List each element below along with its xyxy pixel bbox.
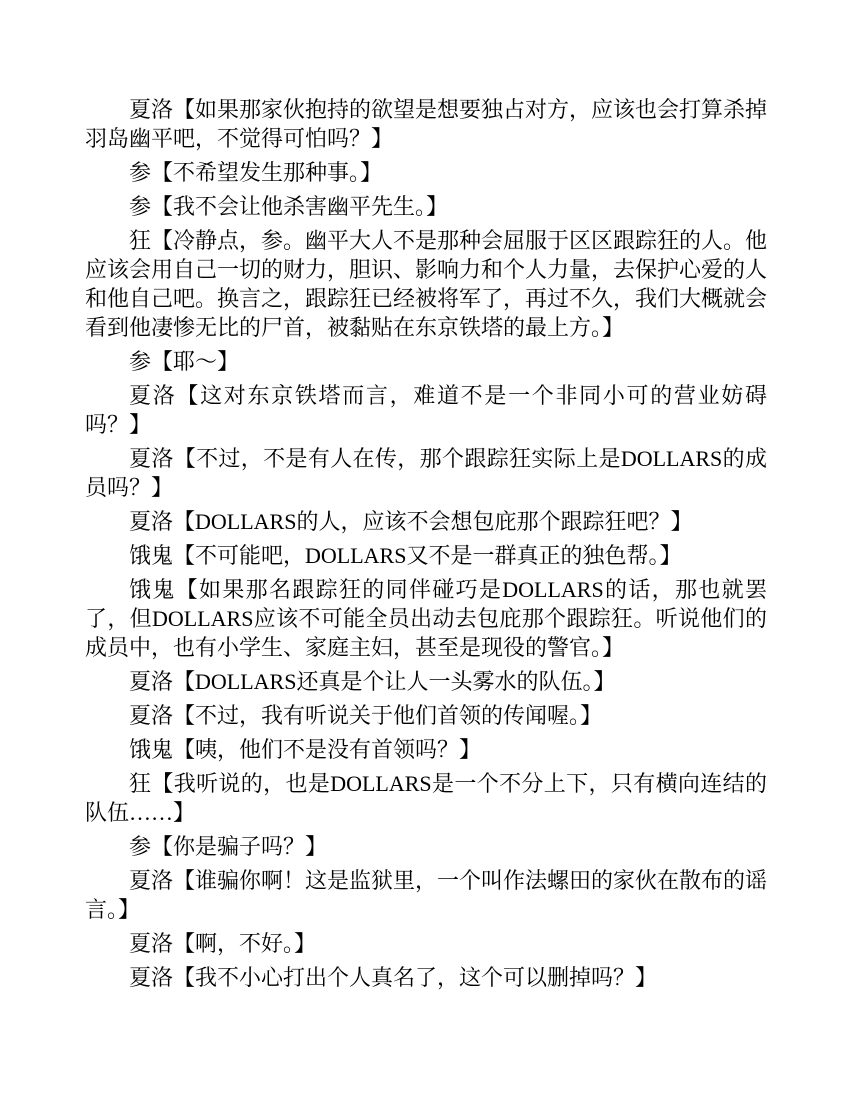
dialogue-line: 狂【冷静点，参。幽平大人不是那种会屈服于区区跟踪狂的人。他应该会用自己一切的财力，胆识、影响力和个人力量，去保护心爱的人和他自己吧。换言之，跟踪狂已经被将军了，再过不久，我们大概就会看到他凄惨无比的尸首，被黏贴在东京铁塔的最上方。】	[85, 228, 768, 340]
dialogue-line: 参【我不会让他杀害幽平先生。】	[129, 194, 449, 219]
dialogue-line: 夏洛【谁骗你啊！这是监狱里，一个叫作法螺田的家伙在散布的谣言。】	[85, 868, 768, 922]
dialogue-line: 夏洛【这对东京铁塔而言，难道不是一个非同小可的营业妨碍吗？】	[85, 383, 767, 437]
dialogue-line: 夏洛【不过，我有听说关于他们首领的传闻喔。】	[129, 703, 603, 728]
dialogue-text-block	[85, 95, 767, 997]
dialogue-line: 夏洛【DOLLARS的人，应该不会想包庇那个跟踪狂吧？】	[129, 509, 693, 534]
dialogue-line: 狂【我听说的，也是DOLLARS是一个不分上下，只有横向连结的队伍……】	[85, 771, 767, 825]
dialogue-line: 夏洛【如果那家伙抱持的欲望是想要独占对方，应该也会打算杀掉羽岛幽平吧，不觉得可怕吗？】	[85, 97, 768, 151]
dialogue-line: 饿鬼【咦，他们不是没有首领吗？】	[129, 737, 482, 762]
dialogue-line: 饿鬼【不可能吧，DOLLARS又不是一群真正的独色帮。】	[129, 543, 682, 568]
dialogue-line: 夏洛【DOLLARS还真是个让人一头雾水的队伍。】	[129, 669, 616, 694]
dialogue-line: 饿鬼【如果那名跟踪狂的同伴碰巧是DOLLARS的话，那也就罢了，但DOLLARS应该不可能全员出动去包庇那个跟踪狂。听说他们的成员中，也有小学生、家庭主妇，甚至是现役的警官。】	[85, 577, 767, 660]
dialogue-line: 参【你是骗子吗？】	[129, 834, 328, 859]
dialogue-line: 夏洛【不过，不是有人在传，那个跟踪狂实际上是DOLLARS的成员吗？】	[85, 446, 767, 500]
dialogue-line: 参【不希望发生那种事。】	[129, 160, 383, 185]
dialogue-line: 夏洛【我不小心打出个人真名了，这个可以删掉吗？】	[129, 965, 658, 990]
dialogue-line: 夏洛【啊，不好。】	[129, 931, 317, 956]
dialogue-line: 参【耶～】	[129, 349, 240, 374]
